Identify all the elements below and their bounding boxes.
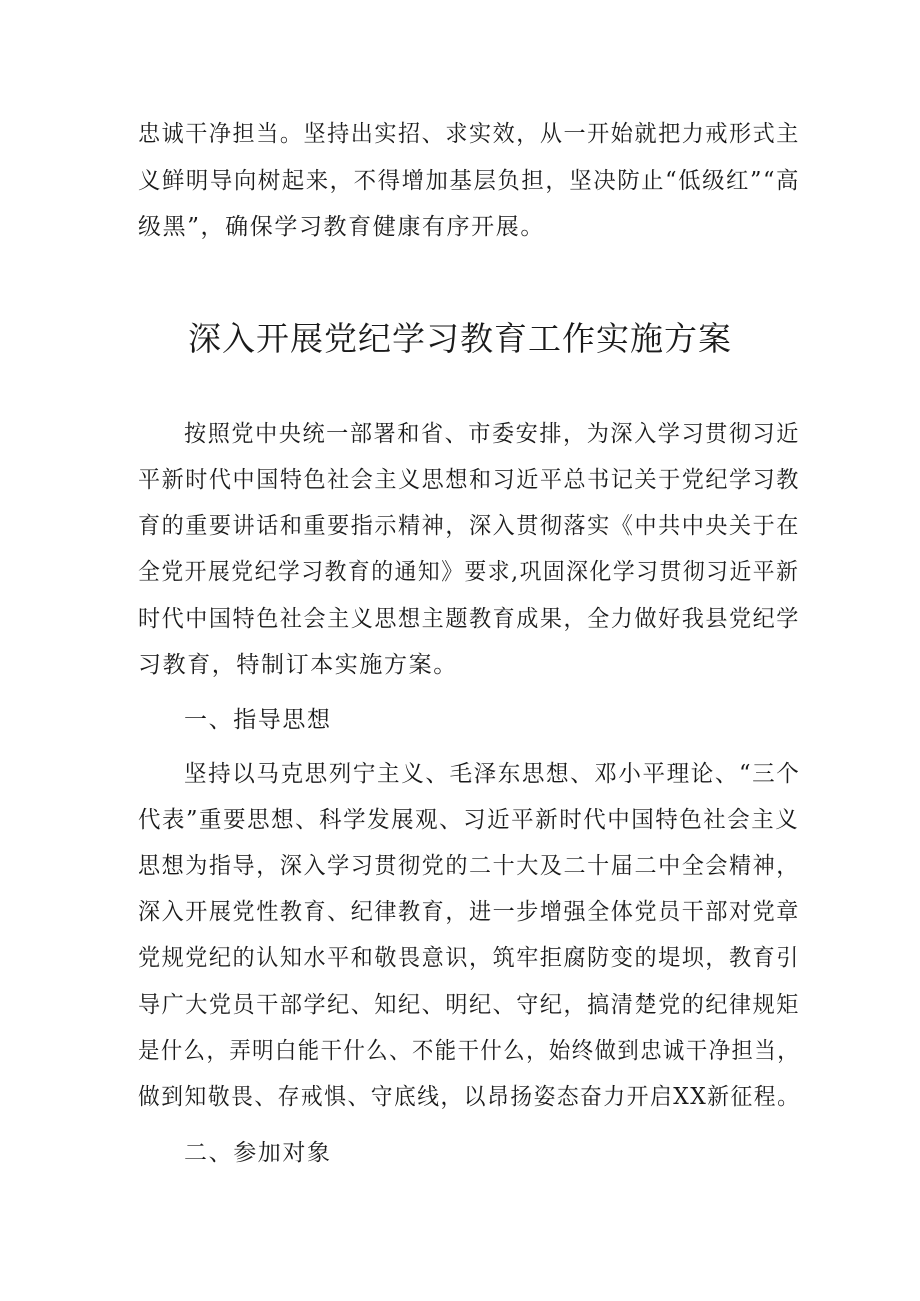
paragraph1-line-5: 时代中国特色社会主义思想主题教育成果，全力做好我县党纪学 <box>138 606 800 632</box>
section1-heading: 一、指导思想 <box>184 707 332 733</box>
paragraph1-line-2: 平新时代中国特色社会主义思想和习近平总书记关于党纪学习教 <box>138 467 800 493</box>
section1-line-2: 代表”重要思想、科学发展观、习近平新时代中国特色社会主义 <box>138 807 800 833</box>
paragraph1-line-6: 习教育，特制订本实施方案。 <box>138 652 458 678</box>
section1-line-6: 导广大党员干部学纪、知纪、明纪、守纪，搞清楚党的纪律规矩 <box>138 992 800 1018</box>
section1-line-7: 是什么，弄明白能干什么、不能干什么，始终做到忠诚干净担当， <box>138 1038 801 1064</box>
section1-line-1: 坚持以马克思列宁主义、毛泽东思想、邓小平理论、“三个 <box>184 761 801 787</box>
paragraph1-line-4: 全党开展党纪学习教育的通知》要求,巩固深化学习贯彻习近平新 <box>138 559 800 585</box>
section1-line-8: 做到知敬畏、存戒惧、守底线，以昂扬姿态奋力开启XX新征程。 <box>138 1084 801 1110</box>
paragraph1-line-1: 按照党中央统一部署和省、市委安排，为深入学习贯彻习近 <box>184 421 800 447</box>
section1-line-3: 思想为指导，深入学习贯彻党的二十大及二十届二中全会精神， <box>138 853 800 879</box>
section1-line-4: 深入开展党性教育、纪律教育，进一步增强全体党员干部对党章 <box>138 899 800 925</box>
section2-heading: 二、参加对象 <box>184 1140 332 1166</box>
intro-line-1: 忠诚干净担当。坚持出实招、求实效，从一开始就把力戒形式主 <box>138 121 800 147</box>
intro-line-2: 义鲜明导向树起来，不得增加基层负担，坚决防止“低级红”“高 <box>138 168 801 194</box>
paragraph1-line-3: 育的重要讲话和重要指示精神，深入贯彻落实《中共中央关于在 <box>138 513 800 539</box>
intro-line-3: 级黑”，确保学习教育健康有序开展。 <box>138 214 545 240</box>
document-title: 深入开展党纪学习教育工作实施方案 <box>188 319 732 358</box>
section1-line-5: 党规党纪的认知水平和敬畏意识，筑牢拒腐防变的堤坝，教育引 <box>138 945 800 971</box>
